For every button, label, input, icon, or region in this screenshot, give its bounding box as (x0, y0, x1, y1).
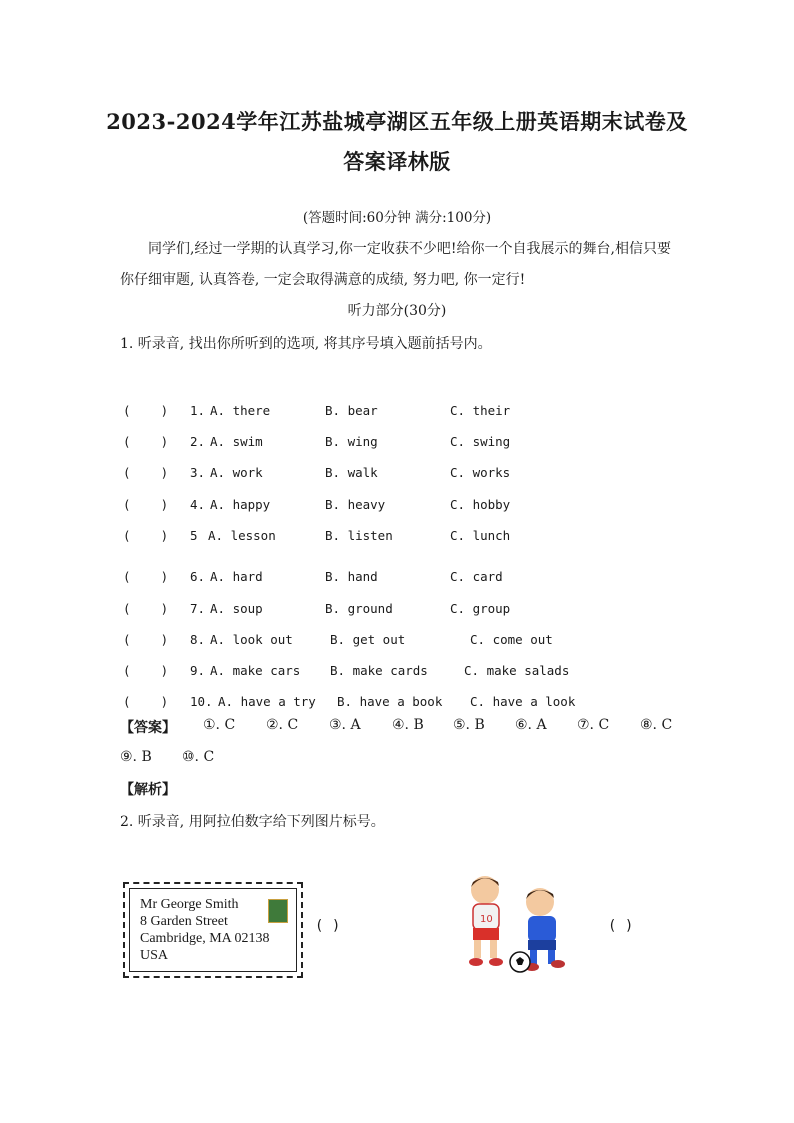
answer-blank[interactable]: ( ) (123, 497, 169, 512)
question-item-row (0, 694, 794, 714)
answer-item: ⑤. B (453, 717, 485, 733)
intro-paragraph: 同学们,经过一学期的认真学习,你一定收获不少吧!给你一个自我展示的舞台,相信只要你仔细审题, 认真答卷, 一定会取得满意的成绩, 努力吧, 你一定行! (120, 241, 671, 288)
option-num: 4. (190, 497, 206, 512)
option-c: C. hobby (450, 497, 511, 512)
option-a: A. hard (210, 569, 263, 584)
answer-blank[interactable]: ( ) (123, 663, 169, 678)
answer-item: ⑧. C (640, 717, 673, 733)
option-b: B. hand (325, 569, 378, 584)
exam-title-line2: 答案译林版 (343, 149, 451, 174)
answer-item: ④. B (392, 717, 424, 733)
answer-blank[interactable]: ( ) (123, 569, 169, 584)
question-item-row (0, 403, 794, 423)
analysis-label: 【解析】 (120, 782, 176, 798)
question-item-row (0, 569, 794, 589)
answer-item: ⑦. C (577, 717, 610, 733)
option-c: C. make salads (464, 663, 570, 678)
envelope-line: Cambridge, MA 02138 (140, 931, 270, 946)
kid1-jersey-number: 10 (480, 914, 493, 925)
option-b: B. listen (325, 528, 393, 543)
envelope-line: Mr George Smith (140, 897, 239, 912)
option-c: C. card (450, 569, 503, 584)
kid2-shirt (528, 916, 556, 942)
kid2-head (526, 888, 554, 916)
option-a: A. swim (210, 434, 263, 449)
option-c: C. group (450, 601, 511, 616)
option-b: B. bear (325, 403, 378, 418)
option-b: B. have a book (337, 694, 443, 709)
envelope-line: 8 Garden Street (140, 914, 228, 929)
option-a: A. lesson (208, 528, 276, 543)
kid1-shoe (489, 958, 503, 966)
question-item-row (0, 528, 794, 548)
question-item-row (0, 434, 794, 454)
option-a: A. happy (210, 497, 271, 512)
answer-item: ⑥. A (515, 717, 547, 733)
question-item-row (0, 663, 794, 683)
kid1-shorts (473, 928, 499, 940)
option-num: 2. (190, 434, 206, 449)
option-b: B. ground (325, 601, 393, 616)
question-item-row (0, 632, 794, 652)
option-c: C. works (450, 465, 511, 480)
option-a: A. there (210, 403, 271, 418)
option-a: A. look out (210, 632, 293, 647)
section-heading: 听力部分(30分) (347, 303, 447, 319)
answer-blank[interactable]: ( ) (123, 632, 169, 647)
option-num: 9. (190, 663, 206, 678)
answer-blank[interactable]: ( ) (123, 465, 169, 480)
answer-blank[interactable]: ( ) (123, 528, 169, 543)
answer-item: ①. C (203, 717, 236, 733)
exam-title-line1: 2023-2024学年江苏盐城亭湖区五年级上册英语期末试卷及 (106, 109, 688, 134)
option-num: 7. (190, 601, 206, 616)
option-num: 6. (190, 569, 206, 584)
kid2-leg (530, 950, 537, 964)
option-num: 8. (190, 632, 206, 647)
kid1-leg (474, 940, 481, 958)
option-c: C. come out (470, 632, 553, 647)
option-c: C. lunch (450, 528, 511, 543)
answer-item: ⑨. B (120, 749, 152, 765)
question-item-row (0, 497, 794, 517)
option-b: B. walk (325, 465, 378, 480)
answer-item: ②. C (266, 717, 299, 733)
option-a: A. have a try (218, 694, 316, 709)
option-num: 10. (190, 694, 213, 709)
option-c: C. their (450, 403, 511, 418)
envelope-line: USA (140, 948, 169, 963)
kid2-shoe (551, 960, 565, 968)
option-c: C. have a look (470, 694, 576, 709)
answer-blank[interactable]: ( ) (123, 601, 169, 616)
answer-blank[interactable]: ( ) (123, 434, 169, 449)
answer-item: ③. A (329, 717, 361, 733)
option-b: B. wing (325, 434, 378, 449)
answer-paren-1[interactable]: ( ) (315, 918, 341, 934)
question-1-prompt: 1. 听录音, 找出你所听到的选项, 将其序号填入题前括号内。 (120, 336, 492, 352)
kid1-head (471, 876, 499, 904)
soccer-kids-picture (440, 872, 600, 982)
exam-subtitle: (答题时间:60分钟 满分:100分) (302, 210, 492, 226)
answer-paren-2[interactable]: ( ) (608, 918, 634, 934)
option-num: 5 (190, 528, 198, 543)
envelope-picture (123, 882, 303, 978)
answer-label: 【答案】 (120, 720, 176, 736)
question-2-prompt: 2. 听录音, 用阿拉伯数字给下列图片标号。 (120, 814, 385, 830)
answer-blank[interactable]: ( ) (123, 694, 169, 709)
question-item-row (0, 601, 794, 621)
option-c: C. swing (450, 434, 511, 449)
kid2-shorts (528, 940, 556, 950)
stamp-icon (268, 899, 288, 923)
option-a: A. make cars (210, 663, 301, 678)
option-a: A. soup (210, 601, 263, 616)
kid1-shoe (469, 958, 483, 966)
kid1-leg (490, 940, 497, 958)
envelope-border (129, 888, 297, 972)
option-b: B. heavy (325, 497, 386, 512)
option-a: A. work (210, 465, 263, 480)
option-num: 3. (190, 465, 206, 480)
option-b: B. get out (330, 632, 406, 647)
question-item-row (0, 465, 794, 485)
answer-item: ⑩. C (182, 749, 215, 765)
option-num: 1. (190, 403, 206, 418)
option-b: B. make cards (330, 663, 428, 678)
answer-blank[interactable]: ( ) (123, 403, 169, 418)
